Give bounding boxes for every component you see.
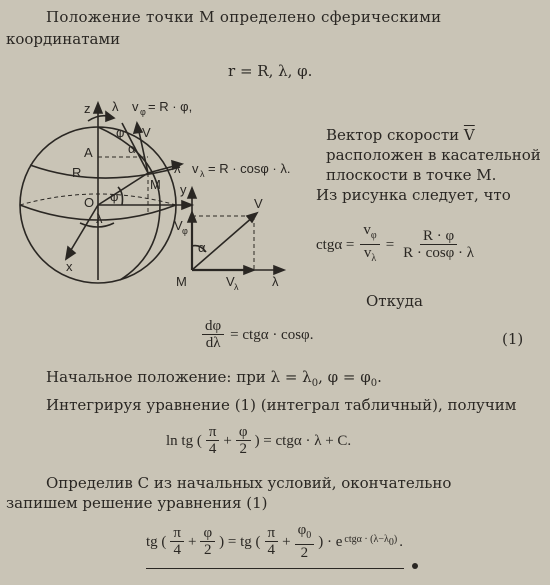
ctg-f1-den: v	[363, 245, 372, 261]
final-frac-1	[170, 525, 184, 558]
ctg-f2-den: R · cosφ · λ	[403, 245, 475, 261]
final-pre: tg (	[146, 533, 167, 550]
vec-label-Vlambda: V	[226, 274, 235, 289]
defining-line-2: запишем решение уравнения (1)	[6, 494, 268, 512]
final-frac-4	[295, 522, 315, 561]
eq1-number: (1)	[502, 330, 524, 348]
final-f1-den: 4	[173, 542, 181, 558]
initial-end: .	[377, 368, 382, 386]
final-frac-2	[200, 525, 215, 558]
eq1-frac	[202, 318, 224, 351]
initial-conditions	[46, 368, 382, 393]
ln-pre: ln tg (	[166, 432, 202, 449]
vec-label-Vlambda-sub: λ	[234, 282, 239, 290]
final-exp: ctgα · (λ−λ	[344, 534, 389, 545]
label-x: x	[66, 259, 73, 274]
label-lambda-2: λ	[96, 211, 103, 226]
equation-1	[200, 318, 313, 351]
coords-formula: r = R, λ, φ.	[228, 62, 313, 80]
final-equation	[146, 522, 403, 561]
ctg-equation	[316, 222, 479, 267]
ctg-f1-num: v	[363, 222, 371, 238]
end-dot	[412, 563, 418, 569]
label-v-phi-rhs: = R · φ,	[148, 99, 193, 114]
ctg-frac-1	[360, 222, 379, 267]
label-v-lambda-rhs: = R · cosφ · λ.	[208, 161, 291, 176]
vec-label-Vphi: V	[174, 218, 183, 233]
final-f4-num-sub: 0	[306, 530, 312, 541]
eq1-den: dλ	[205, 335, 221, 351]
final-f3-den: 4	[267, 542, 276, 558]
right-text-l3: плоскости в точке М.	[326, 166, 497, 184]
final-f1-num: π	[170, 525, 184, 542]
initial-text: Начальное положение: при λ = λ	[46, 368, 312, 386]
label-O: O	[84, 195, 95, 210]
ln-f2-den: 2	[239, 441, 247, 457]
x-axis	[68, 205, 98, 255]
otkuda: Откуда	[366, 292, 423, 310]
final-exp-end: )	[393, 534, 398, 545]
label-v-phi: v	[132, 99, 139, 114]
eq1-num: dφ	[202, 318, 224, 335]
vec-label-lambda: λ	[272, 274, 279, 289]
right-text-l2: расположен в касательной	[326, 146, 541, 164]
ctg-lhs: ctgα =	[316, 236, 355, 253]
final-f2-den: 2	[204, 542, 212, 558]
vec-label-M: M	[176, 274, 187, 289]
final-plus2: +	[282, 533, 291, 550]
ctg-f2-num: R · φ	[420, 228, 457, 245]
final-mid: ) = tg (	[219, 533, 261, 550]
initial-sub: 0	[311, 378, 319, 389]
final-f2-num: φ	[200, 525, 215, 542]
label-phi-2: φ	[110, 189, 119, 204]
ctg-f1-num-sub: φ	[370, 230, 377, 241]
intro-line-1: Положение точки М определено сферическими	[46, 8, 442, 26]
vector-diagram	[170, 180, 300, 290]
final-f4-num: φ	[297, 522, 307, 538]
ln-f1-num: π	[206, 424, 220, 441]
label-alpha: α	[128, 141, 136, 156]
ln-frac-1	[206, 424, 220, 457]
vec-label-V: V	[254, 196, 263, 211]
right-text-l1-text: Вектор скорости	[326, 126, 460, 144]
label-R: R	[72, 165, 82, 180]
right-text-l1-v: $\overline{V}$	[463, 126, 475, 144]
label-v-phi-sub: φ	[140, 107, 146, 117]
label-phi: φ	[116, 125, 125, 140]
label-lambda-top: λ	[112, 99, 119, 114]
eq1-rhs: = ctgα · cosφ.	[230, 326, 314, 343]
ln-frac-2	[236, 424, 251, 457]
ctg-eq-sign: =	[385, 236, 395, 253]
final-plus: +	[188, 533, 197, 550]
initial-rest: , φ = φ	[318, 368, 371, 386]
ln-equation	[166, 424, 351, 457]
ln-plus: +	[223, 432, 232, 449]
final-frac-3	[265, 525, 279, 558]
right-text-l1	[326, 126, 475, 144]
vec-label-alpha: α	[198, 240, 206, 255]
ctg-f1-den-sub: λ	[371, 253, 377, 264]
intro-line-2: координатами	[6, 30, 121, 48]
ctg-frac-2	[400, 228, 477, 261]
final-f3-num: π	[265, 525, 279, 542]
final-dot: .	[399, 533, 403, 550]
right-text-l4: Из рисунка следует, что	[316, 186, 511, 204]
integrate-text: Интегрируя уравнение (1) (интеграл табличный), получим	[46, 396, 517, 414]
final-underline	[146, 568, 404, 569]
vec-label-Vphi-sub: φ	[182, 226, 188, 236]
label-z: z	[84, 101, 91, 116]
ln-f1-den: 4	[208, 441, 217, 457]
final-post: ) · e	[318, 533, 343, 550]
initial-sub2: 0	[370, 378, 378, 389]
label-V: V	[142, 125, 151, 140]
label-lambda-mid: λ	[174, 161, 181, 176]
label-v-lambda: v	[192, 161, 199, 176]
defining-line-1: Определив C из начальных условий, окончательно	[46, 474, 452, 492]
ln-post: ) = ctgα · λ + C.	[254, 432, 352, 449]
vec-label-y: y	[180, 182, 187, 197]
label-v-lambda-sub: λ	[200, 169, 205, 179]
final-f4-den: 2	[300, 545, 309, 561]
ln-f2-num: φ	[236, 424, 251, 441]
label-A: A	[84, 145, 93, 160]
final-exp-sub: 0	[388, 537, 394, 548]
label-M: M	[150, 177, 161, 192]
